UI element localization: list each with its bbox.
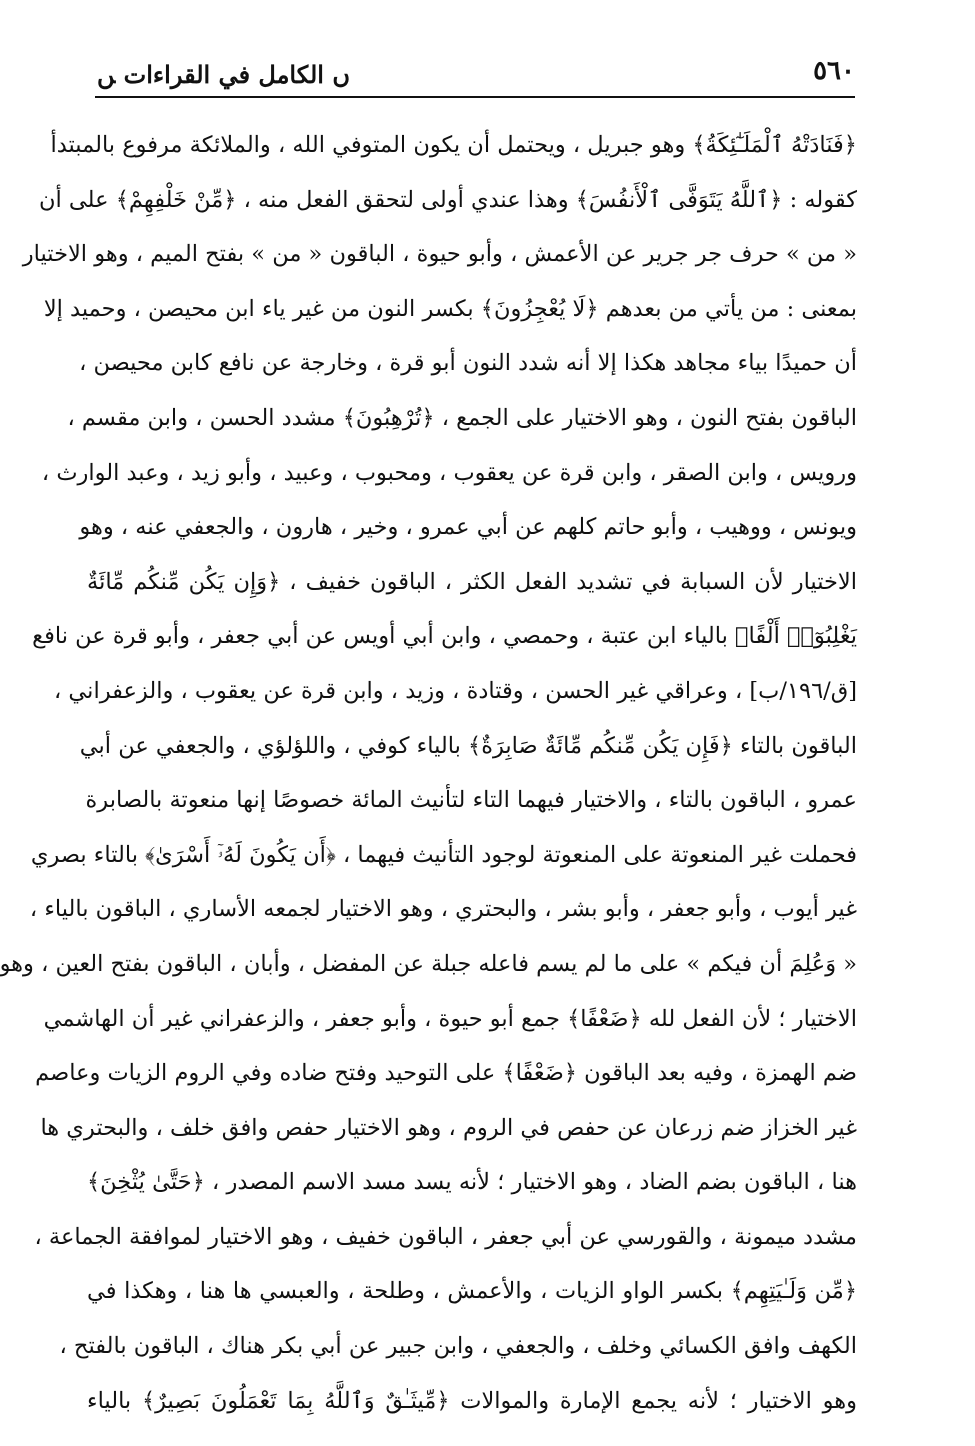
text-line: غير أيوب ، وأبو جعفر ، وأبو بشر ، والبحتري ، وهو الاختيار لجمعه الأساري ، الباقون بالياء ، [29,896,857,923]
text-line: يَغْلِبُوٓا۟ أَلْفًا﴾ بالياء ابن عتبة ، وحمصي ، وابن أبي أويس عن أبي جعفر ، وأبو قرة عن نافع [32,623,857,650]
text-line: الباقون بفتح النون ، وهو الاختيار على الجمع ، ﴿تُرْهِبُونَ﴾ مشدد الحسن ، وابن مقسم ، [67,404,857,431]
text-line: الاختيار لأن السبابة في تشديد الفعل الكثر ، الباقون خفيف ، ﴿وَإِن يَكُن مِّنكُم مِّائَةٌ [87,568,857,595]
text-line: « وَعُلِمَ أن فيكم » على ما لم يسم فاعله جبلة عن المفضل ، وأبان ، الباقون بفتح العين ، وهو [0,950,857,977]
page-header [95,52,855,98]
text-line: ورويس ، وابن الصقر ، وابن قرة عن يعقوب ، ومحبوب ، وعبيد ، وأبو زيد ، وعبد الوارث ، [41,459,857,486]
text-line: ﴿فَنَادَتْهُ ٱلْمَلَـٰٓئِكَةُ﴾ وهو جبريل ، ويحتمل أن يكون المتوفي الله ، والملائكة مرفوع بالمبتدأ [50,132,857,158]
text-line: ويونس ، ووهيب ، وأبو حاتم كلهم عن أبي عمرو ، وخير ، هارون ، والجعفي عنه ، وهو [79,514,857,541]
text-line: ضم الهمزة ، وفيه بعد الباقون ﴿ضَعْفًا﴾ على التوحيد وفتح ضاده وفي الروم الزيات وعاصم [35,1060,857,1087]
text-line: الاختيار ؛ لأن الفعل لله ﴿ضَعْفًا﴾ جمع أبو حيوة ، وأبو جعفر ، والزعفراني غير أن الهاشمي [43,1005,857,1032]
text-line: ﴿مِّن وَلَـٰيَتِهِم﴾ بكسر الواو الزيات ، والأعمش ، وطلحة ، والعبسي ها هنا ، وهكذا في [87,1278,857,1305]
text-line: عمرو ، الباقون بالتاء ، والاختيار فيهما التاء لتأنيث المائة خصوصًا إنها منعوتة بالصابرة [85,787,857,814]
text-line: « من » حرف جر جرير عن الأعمش ، وأبو حيوة ، الباقون « من » بفتح الميم ، وهو الاختيار [22,241,857,268]
text-line: الكهف وافق الكسائي وخلف ، والجعفي ، وابن جبير عن أبي بكر هناك ، الباقون بالفتح ، [59,1333,857,1360]
running-title: ﮞ الكامل في القراءات ﮟ [97,60,350,89]
text-line: مشدد ميمونة ، والقورسي عن أبي جعفر ، الباقون خفيف ، وهو الاختيار لموافقة الجماعة ، [34,1223,857,1250]
text-line: وهو الاختيار ؛ لأنه يجمع الإمارة والموالات ﴿مِّيثَـٰقٌ وَٱللَّهُ بِمَا تَعْمَلُونَ بَصِيرٌ﴾ بالياء [87,1387,857,1414]
text-line: بمعنى : من يأتي من بعدهم ﴿لَا يُعْجِزُونَ﴾ بكسر النون من غير ياء ابن محيصن ، وحميد إلا [43,295,857,322]
text-line: هنا ، الباقون بضم الضاد ، وهو الاختيار ؛ لأنه يسد مسد الاسم المصدر ، ﴿حَتَّىٰ يُثْخِنَ﴾ [87,1169,857,1196]
text-line: [ق/١٩٦/ب] ، وعراقي غير الحسن ، وقتادة ، وزيد ، وابن قرة عن يعقوب ، والزعفراني ، [54,677,857,704]
text-line: أن حميدًا بياء مجاهد هكذا إلا أنه شدد النون أبو قرة ، وخارجة عن نافع كابن محيصن ، [79,350,857,377]
main-text [0,118,857,1414]
text-line: الباقون بالتاء ﴿فَإِن يَكُن مِّنكُم مِّائَةٌ صَابِرَةٌ﴾ بالياء كوفي ، واللؤلؤي ، والجعفي عن أبي [79,732,857,759]
text-line: كقوله : ﴿ٱللَّهُ يَتَوَفَّى ٱلْأَنفُسَ﴾ وهذا عندي أولى لتحقق الفعل منه ، ﴿مِّنْ خَلْفِهِمْ﴾ على أن [39,186,857,213]
text-line: فحملت غير المنعوتة على المنعوتة لوجود التأنيث فيهما ، ﴿أَن يَكُونَ لَهُۥٓ أَسْرَىٰ﴾ بالتاء بصري [30,841,857,868]
page-number: ٥٦٠ [813,56,855,86]
text-line: غير الخزاز ضم زرعان عن حفص في الروم ، وهو الاختيار حفص وافق خلف ، والبحتري ها [40,1114,857,1141]
